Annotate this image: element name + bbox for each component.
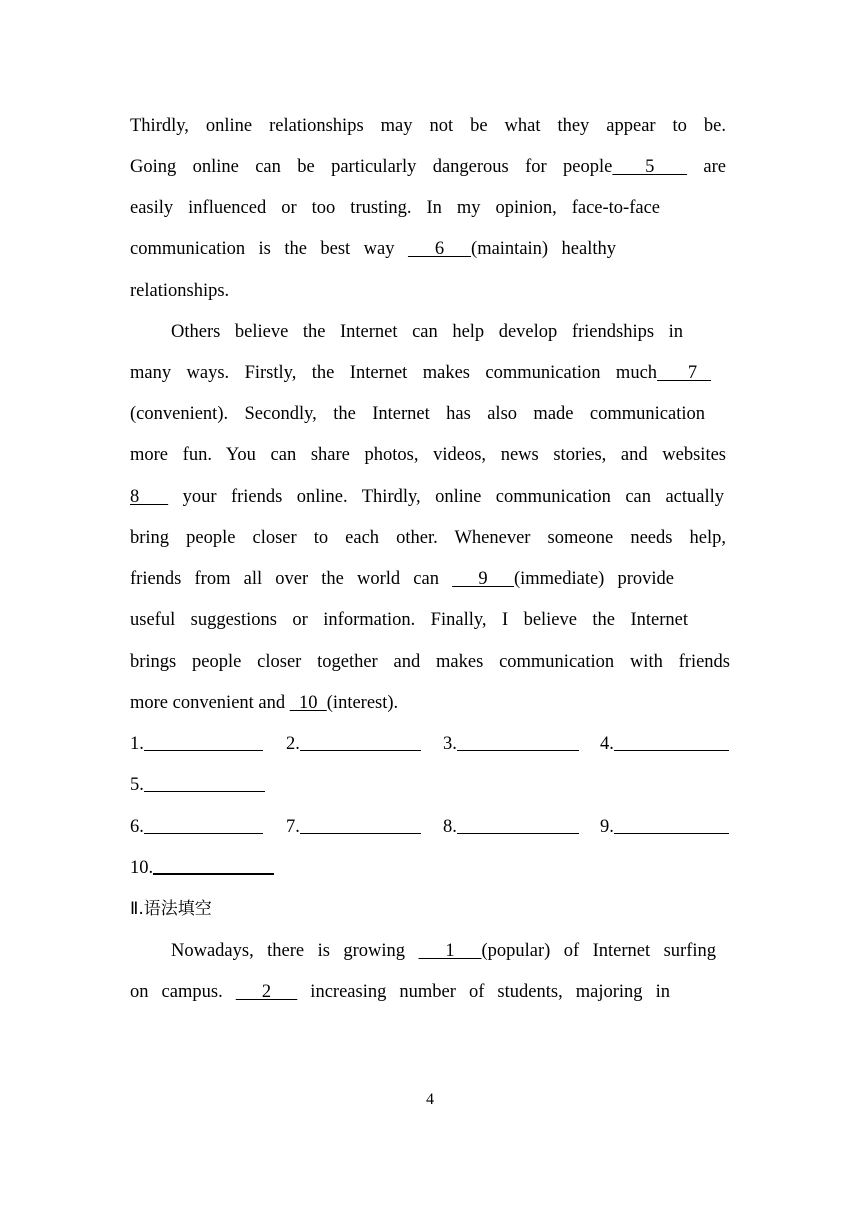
text: more convenient and — [130, 693, 290, 713]
text: communication is the best way — [130, 239, 408, 259]
blank-10: 10 — [289, 693, 327, 713]
answer-blank[interactable] — [153, 853, 274, 875]
answer-number: 7. — [286, 817, 300, 837]
answer-number: 3. — [443, 734, 457, 754]
answer-blank[interactable] — [300, 813, 421, 834]
answer-blank[interactable] — [457, 813, 579, 834]
text-line — [130, 193, 660, 223]
text: many ways. Firstly, the Internet makes communication much — [130, 363, 658, 383]
answer-9 — [600, 812, 729, 842]
text: bring people closer to each other. Whenever someone needs help, — [130, 528, 726, 548]
text: increasing number of students, majoring in — [297, 982, 670, 1002]
answer-number: 6. — [130, 817, 144, 837]
answer-number: 5. — [130, 775, 144, 795]
text-line — [130, 276, 229, 306]
answer-4 — [600, 729, 729, 759]
answer-number: 9. — [600, 817, 614, 837]
answer-10 — [130, 853, 274, 883]
answer-blank[interactable] — [144, 771, 265, 792]
answer-1 — [130, 729, 263, 759]
section-heading: Ⅱ.语法填空 — [130, 899, 212, 919]
answer-6 — [130, 812, 263, 842]
text-line — [130, 234, 616, 264]
text-line — [171, 936, 716, 966]
text: Others believe the Internet can help develop friendships in — [171, 322, 683, 342]
text-line — [130, 523, 726, 553]
text: useful suggestions or information. Finally, I believe the Internet — [130, 610, 688, 630]
text-line — [130, 688, 398, 718]
text: (convenient). Secondly, the Internet has also made communication — [130, 404, 705, 424]
text: more fun. You can share photos, videos, news stories, and websites — [130, 445, 726, 465]
text-line — [130, 358, 711, 388]
text-line — [130, 564, 674, 594]
text-line — [130, 111, 726, 141]
blank-7: 7 — [657, 363, 712, 383]
blank-5: 5 — [612, 157, 688, 177]
text: Nowadays, there is growing — [171, 941, 419, 961]
text-line — [130, 482, 724, 512]
text: (interest). — [326, 693, 399, 713]
blank-8: 8 — [130, 487, 169, 507]
page-number: 4 — [426, 1091, 434, 1108]
text-line — [130, 977, 670, 1007]
answer-7 — [286, 812, 421, 842]
text: (immediate) provide — [513, 569, 674, 589]
blank-9: 9 — [452, 569, 514, 589]
text-line — [130, 399, 705, 429]
answer-number: 10. — [130, 858, 154, 878]
text: relationships. — [130, 281, 230, 301]
answer-number: 4. — [600, 734, 614, 754]
text-line — [130, 152, 726, 182]
answer-number: 1. — [130, 734, 144, 754]
text: (popular) of Internet surfing — [481, 941, 717, 961]
text: (maintain) healthy — [471, 239, 616, 259]
text: your friends online. Thirdly, online communication can actually — [168, 487, 725, 507]
blank-2: 2 — [235, 982, 298, 1002]
text: are — [687, 157, 726, 177]
answer-blank[interactable] — [300, 730, 421, 751]
blank-6: 6 — [407, 239, 472, 259]
answer-2 — [286, 729, 421, 759]
answer-8 — [443, 812, 579, 842]
answer-blank[interactable] — [457, 730, 579, 751]
answer-blank[interactable] — [614, 730, 729, 751]
blank-1: 1 — [418, 941, 482, 961]
text-line — [130, 440, 726, 470]
text-line — [130, 605, 688, 635]
text: on campus. — [130, 982, 236, 1002]
answer-5 — [130, 770, 265, 800]
answer-number: 8. — [443, 817, 457, 837]
answer-blank[interactable] — [614, 813, 729, 834]
text: brings people closer together and makes communication with friends — [130, 652, 730, 672]
text: Thirdly, online relationships may not be what they appear to be. — [130, 116, 726, 136]
text: Going online can be particularly dangerous for people — [130, 157, 613, 177]
text-line — [171, 317, 683, 347]
answer-blank[interactable] — [144, 730, 263, 751]
answer-blank[interactable] — [144, 813, 263, 834]
text: easily influenced or too trusting. In my opinion, face-to-face — [130, 198, 660, 218]
answer-3 — [443, 729, 579, 759]
answer-number: 2. — [286, 734, 300, 754]
text-line — [130, 647, 730, 677]
text: friends from all over the world can — [130, 569, 453, 589]
